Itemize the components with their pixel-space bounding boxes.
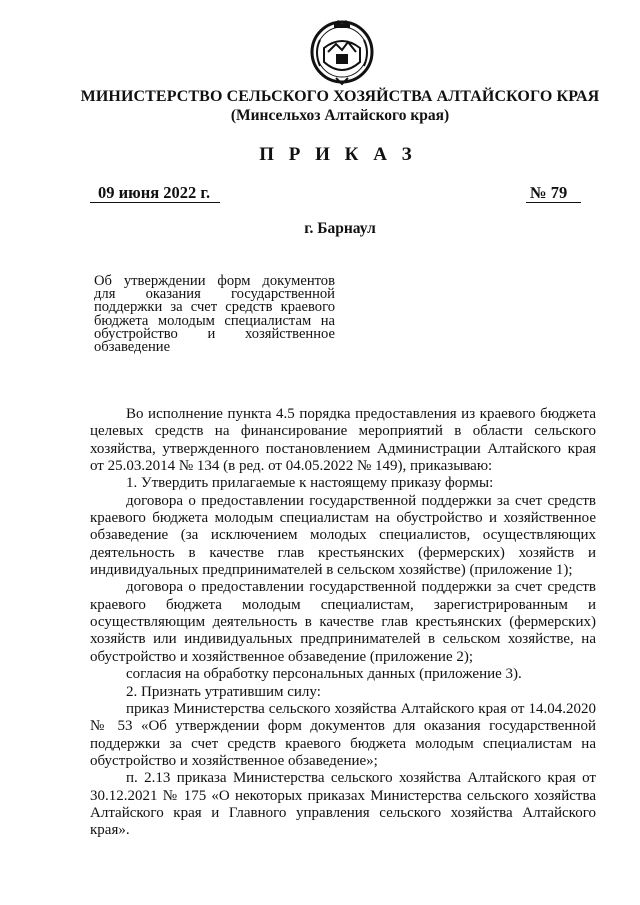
coat-of-arms-icon <box>310 18 374 88</box>
order-body <box>90 406 596 840</box>
ministry-short-name: (Минсельхоз Алтайского края) <box>230 107 450 124</box>
order-number: № 79 <box>526 184 581 203</box>
body-paragraph: договора о предоставлении государственной поддержки за счет средств краевого бюджета молодым специалистам, зарегистрированным и осуществляющим деятельность в качестве глав крестьянских (фермерских) хозяйств или индивидуальных предпринимателей в сельском хозяйстве, на обустройство и хозяйственное обзаведение (приложение 2); <box>90 579 596 665</box>
body-paragraph: п. 2.13 приказа Министерства сельского хозяйства Алтайского края от 30.12.2021 № 175 «О некоторых приказах Министерства сельского хозяйства Алтайского края и Главного управления сельского хозяйства Алтайского края». <box>90 770 596 839</box>
body-paragraph: Во исполнение пункта 4.5 порядка предоставления из краевого бюджета целевых средств на финансирование мероприятий в области сельского хозяйства, утвержденного постановлением Администрации Алтайского края от 25.03.2014 № 134 (в ред. от 04.05.2022 № 149), приказываю: <box>90 406 596 475</box>
order-city: г. Барнаул <box>304 220 376 237</box>
ministry-name: МИНИСТЕРСТВО СЕЛЬСКОГО ХОЗЯЙСТВА АЛТАЙСКОГО КРАЯ <box>80 88 600 105</box>
body-paragraph: договора о предоставлении государственной поддержки за счет средств краевого бюджета молодым специалистам на обустройство и хозяйственное обзаведение (за исключением молодых специалистов, осуществляющих деятельность в качестве глав крестьянских (фермерских) хозяйств и индивидуальных предпринимателей в сельском хозяйстве) (приложение 1); <box>90 492 596 579</box>
body-paragraph: 1. Утвердить прилагаемые к настоящему приказу формы: <box>126 475 494 492</box>
order-subject: Об утверждении форм документов для оказания государственной поддержки за счет средств краевого бюджета молодым специалистам на обустройство и хозяйственное обзаведение <box>94 273 335 356</box>
document-title: П Р И К А З <box>259 144 417 165</box>
body-paragraph: согласия на обработку персональных данных (приложение 3). <box>126 666 522 683</box>
body-paragraph: приказ Министерства сельского хозяйства Алтайского края от 14.04.2020 № 53 «Об утверждении форм документов для оказания государственной поддержки за счет средств краевого бюджета молодым специалистам на обустройство и хозяйственное обзаведение»; <box>90 700 596 769</box>
body-paragraph: 2. Признать утратившим силу: <box>126 683 321 700</box>
order-date: 09 июня 2022 г. <box>90 184 220 203</box>
